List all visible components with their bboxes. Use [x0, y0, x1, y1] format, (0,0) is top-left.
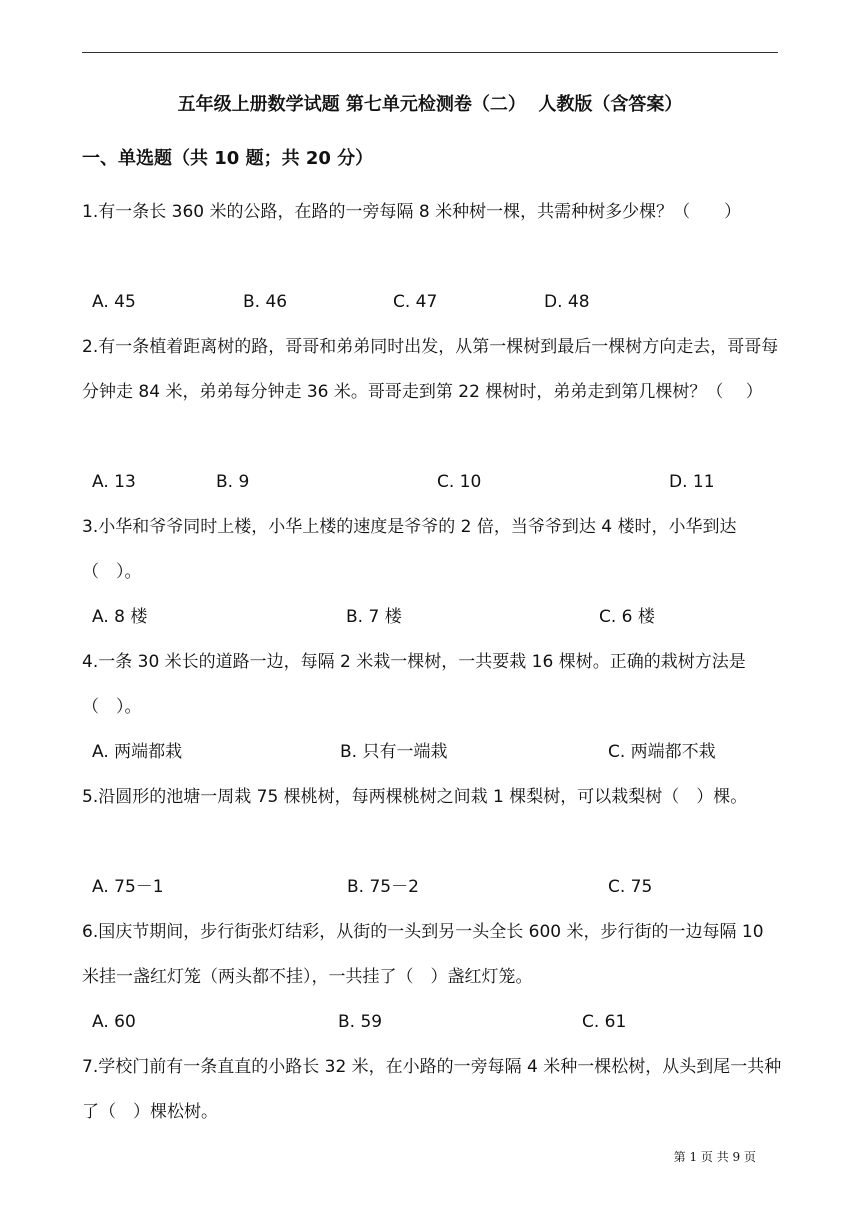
- option-a[interactable]: A. 13: [92, 472, 136, 492]
- option-b[interactable]: B. 75－2: [347, 877, 419, 897]
- section-heading: 一、单选题（共 10 题；共 20 分）: [82, 148, 374, 169]
- header-rule: [82, 52, 778, 53]
- question-6-options: [82, 1007, 782, 1037]
- option-d[interactable]: D. 11: [669, 472, 715, 492]
- option-b[interactable]: B. 46: [243, 292, 288, 312]
- option-a[interactable]: A. 60: [92, 1012, 136, 1032]
- option-c[interactable]: C. 两端都不栽: [608, 742, 716, 762]
- option-d[interactable]: D. 48: [544, 292, 590, 312]
- question-7: 7.学校门前有一条直直的小路长 32 米，在小路的一旁每隔 4 米种一棵松树，从头到尾一共种了（ ）棵松树。: [82, 1057, 782, 1122]
- option-c[interactable]: C. 10: [437, 472, 482, 492]
- option-b[interactable]: B. 只有一端栽: [340, 742, 448, 762]
- option-a[interactable]: A. 8 楼: [92, 607, 148, 627]
- page-footer: 第 1 页 共 9 页: [673, 1150, 756, 1164]
- option-c[interactable]: C. 6 楼: [599, 607, 655, 627]
- question-4: 4.一条 30 米长的道路一边，每隔 2 米栽一棵树，一共要栽 16 棵树。正确的栽树方法是（ ）。: [82, 652, 746, 717]
- question-2: 2.有一条植着距离树的路，哥哥和弟弟同时出发，从第一棵树到最后一棵树方向走去，哥哥每分钟走 84 米，弟弟每分钟走 36 米。哥哥走到第 22 棵树时，弟弟走到第几棵树？（ ）: [82, 337, 779, 402]
- option-a[interactable]: A. 两端都栽: [92, 742, 183, 762]
- question-3: 3.小华和爷爷同时上楼，小华上楼的速度是爷爷的 2 倍，当爷爷到达 4 楼时，小华到达（ ）。: [82, 517, 737, 582]
- question-1: 1.有一条长 360 米的公路，在路的一旁每隔 8 米种树一棵，共需种树多少棵？（ ）: [82, 202, 742, 222]
- option-b[interactable]: B. 7 楼: [346, 607, 402, 627]
- question-5: 5.沿圆形的池塘一周栽 75 棵桃树，每两棵桃树之间栽 1 棵梨树，可以栽梨树（ ）棵。: [82, 787, 748, 807]
- option-c[interactable]: C. 47: [393, 292, 438, 312]
- option-c[interactable]: C. 61: [582, 1012, 627, 1032]
- option-a[interactable]: A. 45: [92, 292, 136, 312]
- option-b[interactable]: B. 9: [216, 472, 250, 492]
- question-5-options: [82, 872, 782, 902]
- option-a[interactable]: A. 75－1: [92, 877, 164, 897]
- document-title: 五年级上册数学试题 第七单元检测卷（二） 人教版（含答案）: [177, 94, 683, 115]
- option-b[interactable]: B. 59: [338, 1012, 383, 1032]
- question-1-options: [82, 287, 782, 317]
- option-c[interactable]: C. 75: [608, 877, 653, 897]
- question-3-options: [82, 602, 782, 632]
- question-4-options: [82, 737, 782, 767]
- question-6: 6.国庆节期间，步行街张灯结彩，从街的一头到另一头全长 600 米，步行街的一边每隔 10 米挂一盏红灯笼（两头都不挂），一共挂了（ ）盏红灯笼。: [82, 922, 764, 987]
- question-2-options: [82, 467, 782, 497]
